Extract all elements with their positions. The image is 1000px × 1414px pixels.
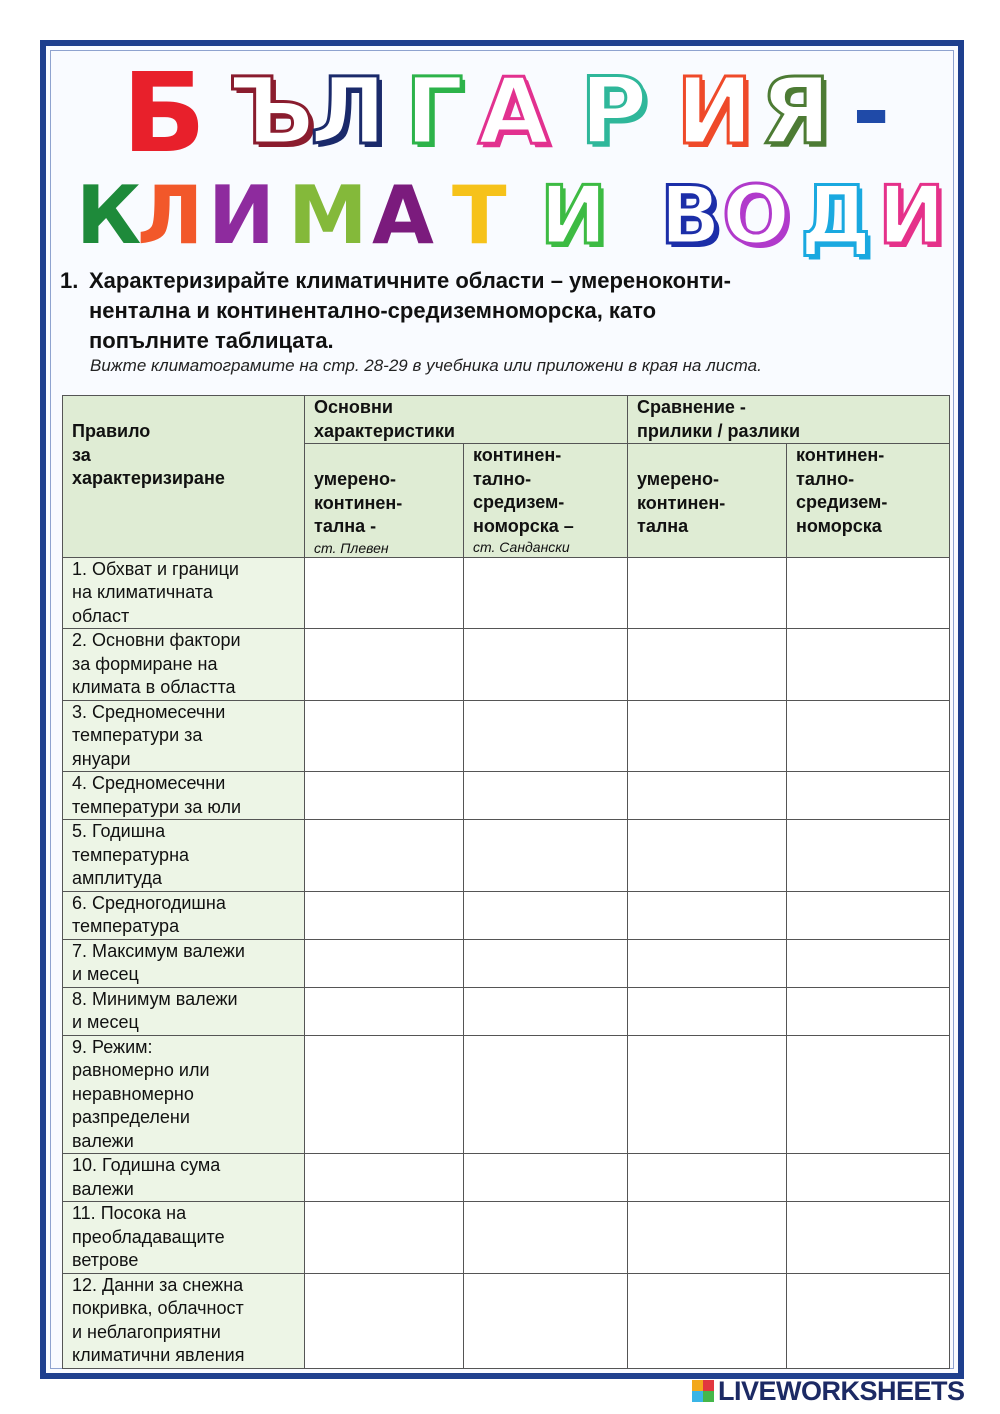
answer-cell[interactable] [464, 820, 628, 892]
header-compare-temperate [628, 444, 787, 558]
answer-cell[interactable] [464, 1035, 628, 1154]
header-line: Сравнение - [637, 397, 746, 417]
row-label-line: температури за юли [72, 796, 242, 817]
table-row [63, 891, 950, 939]
row-label [63, 557, 305, 629]
answer-cell[interactable] [787, 700, 950, 772]
header-line: номорска – [473, 515, 574, 536]
station-note: ст. Плевен [314, 539, 389, 556]
title-letter: О [722, 169, 791, 262]
answer-cell[interactable] [628, 939, 787, 987]
title-letter: Ъ [228, 58, 315, 165]
answer-cell[interactable] [464, 700, 628, 772]
title-letter: Л [137, 169, 204, 262]
row-label [63, 700, 305, 772]
header-line: континен- [473, 445, 562, 465]
answer-cell[interactable] [305, 700, 464, 772]
row-label [63, 987, 305, 1035]
row-label-line: 4. Средномесечни [72, 773, 226, 793]
logo-square [703, 1380, 714, 1391]
title-letter: А [372, 169, 434, 262]
task-line: попълните таблицата. [89, 328, 334, 353]
title-letter: Б [122, 49, 206, 177]
row-label-line: 3. Средномесечни [72, 701, 226, 722]
answer-cell[interactable] [305, 1154, 464, 1202]
answer-cell[interactable] [787, 1154, 950, 1202]
row-label [63, 629, 305, 701]
answer-cell[interactable] [464, 629, 628, 701]
title-letter: И [540, 169, 607, 262]
logo-text: LIVEWORKSHEETS [718, 1375, 965, 1406]
row-label-line: и неблагоприятни [72, 1321, 221, 1342]
table-row [63, 772, 950, 820]
header-line: тална [637, 516, 689, 536]
title-letter: И [878, 169, 945, 262]
header-line: тално- [473, 468, 532, 489]
table-row [63, 700, 950, 772]
header-line: Правило [72, 421, 151, 441]
row-label-line: област [72, 605, 130, 626]
header-compare-mediterranean [787, 444, 950, 558]
header-comparison [628, 396, 950, 444]
title-letter: Я [760, 58, 831, 165]
task-hint: Вижте климатограмите на стр. 28-29 в учебника или приложени в края на листа. [90, 356, 762, 375]
title-letter: К [76, 169, 142, 262]
task-text [89, 266, 939, 356]
title-letter: Д [800, 169, 872, 262]
row-label-line: 6. Средногодишна [72, 892, 226, 913]
answer-cell[interactable] [464, 987, 628, 1035]
answer-cell[interactable] [628, 1273, 787, 1368]
title-letter: Р [580, 58, 648, 165]
row-label-line: преобладаващите [72, 1226, 225, 1247]
answer-cell[interactable] [305, 1035, 464, 1154]
answer-cell[interactable] [628, 700, 787, 772]
title-letter: - [852, 58, 891, 165]
answer-cell[interactable] [787, 629, 950, 701]
row-label [63, 1202, 305, 1274]
row-label-line: 11. Посока на [72, 1203, 187, 1223]
title-letter: И [676, 58, 753, 165]
header-line: тална - [314, 516, 377, 536]
row-label-line: 1. Обхват и граници [72, 558, 239, 579]
table-row [63, 820, 950, 892]
table-row [63, 1273, 950, 1368]
row-label-line: 2. Основни фактори [72, 630, 241, 650]
title-line-2 [0, 169, 1000, 262]
answer-cell[interactable] [305, 772, 464, 820]
answer-cell[interactable] [787, 1202, 950, 1274]
logo-square [703, 1391, 714, 1402]
row-label-line: 12. Данни за снежна [72, 1274, 244, 1295]
answer-cell[interactable] [464, 772, 628, 820]
answer-cell[interactable] [464, 1273, 628, 1368]
row-label-line: климата в областта [72, 677, 236, 697]
row-label-line: неравномерно [72, 1083, 194, 1104]
header-line: континен- [314, 492, 403, 513]
table-row [63, 987, 950, 1035]
row-label-line: и месец [72, 1012, 139, 1032]
row-label-line: равномерно или [72, 1060, 210, 1080]
row-label-line: разпределени [72, 1107, 190, 1127]
header-rule-column [63, 396, 305, 558]
header-temperate-continental [305, 444, 464, 558]
header-main-characteristics [305, 396, 628, 444]
climate-table [62, 395, 950, 1369]
header-line: континен- [637, 492, 726, 513]
answer-cell[interactable] [305, 939, 464, 987]
row-label [63, 939, 305, 987]
answer-cell[interactable] [628, 629, 787, 701]
table-row [63, 1202, 950, 1274]
station-note: ст. Сандански [473, 539, 570, 555]
answer-cell[interactable] [628, 820, 787, 892]
row-label-line: 7. Максимум валежи [72, 940, 245, 961]
answer-cell[interactable] [464, 1202, 628, 1274]
title-letter: А [478, 58, 550, 165]
title-letter: И [208, 169, 275, 262]
row-label-line: амплитуда [72, 868, 163, 888]
row-label-line: ветрове [72, 1250, 139, 1270]
answer-cell[interactable] [305, 1273, 464, 1368]
table-row [63, 629, 950, 701]
row-label-line: 9. Режим: [72, 1036, 153, 1057]
row-label-line: валежи [72, 1130, 134, 1151]
row-label-line: климатични явления [72, 1345, 245, 1365]
answer-cell[interactable] [628, 557, 787, 629]
title-line-1 [0, 49, 1000, 177]
row-label [63, 820, 305, 892]
header-line: тално- [796, 468, 855, 489]
answer-cell[interactable] [305, 987, 464, 1035]
header-line: континен- [796, 445, 885, 465]
row-label-line: и месец [72, 964, 139, 984]
header-line: номорска [796, 515, 882, 536]
table-row [63, 1035, 950, 1154]
header-line: характеристики [314, 420, 455, 441]
header-line: умерено- [314, 469, 396, 489]
row-label-line: на климатичната [72, 582, 213, 602]
header-line: умерено- [637, 469, 719, 489]
task-line: Характеризирайте климатичните области – умереноконти- [89, 268, 731, 293]
title-letter: Л [310, 58, 387, 165]
answer-cell[interactable] [787, 1273, 950, 1368]
header-line: прилики / разлики [637, 420, 801, 441]
answer-cell[interactable] [305, 1202, 464, 1274]
table-row [63, 939, 950, 987]
answer-cell[interactable] [787, 987, 950, 1035]
answer-cell[interactable] [787, 772, 950, 820]
answer-cell[interactable] [464, 939, 628, 987]
row-label-line: 10. Годишна сума [72, 1155, 221, 1175]
answer-cell[interactable] [464, 1154, 628, 1202]
title-letter: В [660, 169, 721, 262]
row-label-line: валежи [72, 1178, 134, 1199]
logo-square [692, 1391, 703, 1402]
header-line: средизем- [796, 492, 888, 512]
row-label-line: покривка, облачност [72, 1298, 244, 1318]
answer-cell[interactable] [787, 939, 950, 987]
row-label [63, 772, 305, 820]
answer-cell[interactable] [305, 820, 464, 892]
answer-cell[interactable] [628, 1154, 787, 1202]
table-row [63, 557, 950, 629]
answer-cell[interactable] [305, 629, 464, 701]
row-label-line: температури за [72, 725, 203, 745]
header-line: за [72, 444, 91, 465]
row-label-line: януари [72, 748, 131, 769]
row-label [63, 1273, 305, 1368]
liveworksheets-logo-icon [692, 1380, 714, 1402]
answer-cell[interactable] [787, 1035, 950, 1154]
row-label [63, 1035, 305, 1154]
answer-cell[interactable] [628, 1035, 787, 1154]
task-number: 1. [60, 268, 79, 293]
title-letter: Т [452, 169, 507, 262]
row-label-line: 5. Годишна [72, 821, 166, 841]
answer-cell[interactable] [787, 557, 950, 629]
answer-cell[interactable] [464, 557, 628, 629]
header-line: Основни [314, 397, 393, 417]
header-continental-mediterranean [464, 444, 628, 558]
row-label-line: 8. Минимум валежи [72, 988, 238, 1009]
answer-cell[interactable] [787, 820, 950, 892]
title-letter: Г [405, 58, 464, 165]
row-label [63, 891, 305, 939]
answer-cell[interactable] [464, 891, 628, 939]
row-label-line: за формиране на [72, 653, 218, 674]
answer-cell[interactable] [305, 891, 464, 939]
answer-cell[interactable] [628, 1202, 787, 1274]
liveworksheets-logo [692, 1376, 965, 1406]
answer-cell[interactable] [305, 557, 464, 629]
title-letter: М [288, 169, 368, 262]
answer-cell[interactable] [628, 987, 787, 1035]
logo-square [692, 1380, 703, 1391]
answer-cell[interactable] [628, 772, 787, 820]
header-line: характеризиране [72, 468, 225, 488]
task-line: нентална и континентално-средиземноморска, като [89, 298, 657, 323]
row-label-line: температура [72, 916, 180, 936]
answer-cell[interactable] [628, 891, 787, 939]
table-row [63, 1154, 950, 1202]
answer-cell[interactable] [787, 891, 950, 939]
row-label [63, 1154, 305, 1202]
header-line: средизем- [473, 492, 565, 512]
row-label-line: температурна [72, 844, 190, 865]
